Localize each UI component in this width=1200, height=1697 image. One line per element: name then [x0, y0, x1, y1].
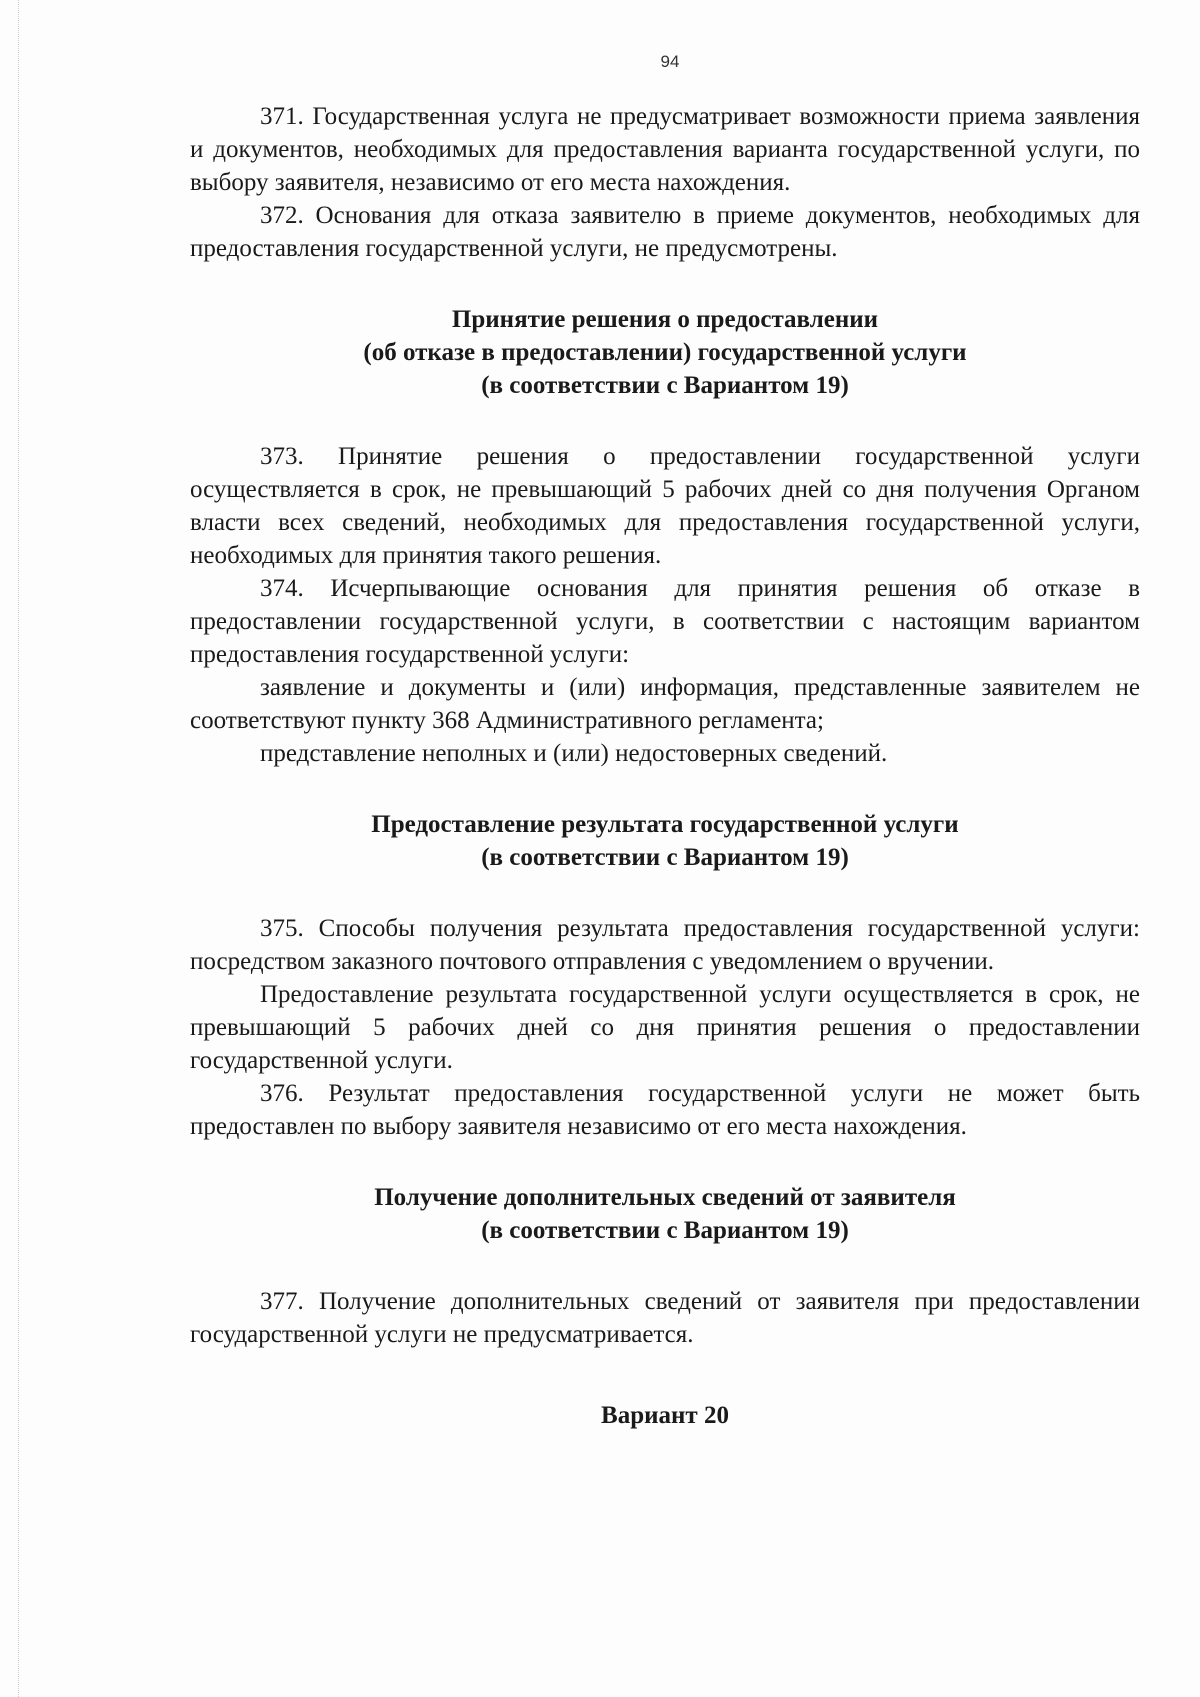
paragraph-375: 375. Способы получения результата предоставления государственной услуги: посредством заказного почтового отправления с уведомлением о вручении.	[190, 915, 1140, 975]
heading-line: (об отказе в предоставлении) государственной услуги	[363, 339, 967, 366]
paragraph-377: 377. Получение дополнительных сведений от заявителя при предоставлении государственной услуги не предусматривается.	[190, 1288, 1140, 1348]
variant-title: Вариант 20	[601, 1402, 729, 1429]
paragraph-372: 372. Основания для отказа заявителю в приеме документов, необходимых для предоставления государственной услуги, не предусмотрены.	[190, 202, 1140, 262]
heading-line: (в соответствии с Вариантом 19)	[481, 844, 849, 871]
heading-line: (в соответствии с Вариантом 19)	[481, 372, 849, 399]
paragraph-374-item-2: представление неполных и (или) недостоверных сведений.	[260, 740, 888, 767]
scan-edge-divider	[18, 0, 19, 1697]
paragraph-374: 374. Исчерпывающие основания для принятия решения об отказе в предоставлении государственной услуги, в соответствии с настоящим вариантом предоставления государственной услуги:	[190, 575, 1140, 668]
paragraph-371: 371. Государственная услуга не предусматривает возможности приема заявления и документов, необходимых для предоставления варианта государственной услуги, по выбору заявителя, независимо от его места нахождения.	[190, 103, 1140, 196]
heading-line: Принятие решения о предоставлении	[451, 306, 879, 333]
section-heading-additional-info	[190, 1181, 1140, 1247]
paragraph-373: 373. Принятие решения о предоставлении государственной услуги осуществляется в срок, не превышающий 5 рабочих дней со дня получения Органом власти всех сведений, необходимых для предоставления государственной услуги, необходимых для принятия такого решения.	[190, 443, 1140, 569]
document-body	[190, 100, 1140, 1432]
section-heading-decision	[190, 303, 1140, 402]
heading-line: Получение дополнительных сведений от заявителя	[374, 1184, 956, 1211]
paragraph-375-cont: Предоставление результата государственной услуги осуществляется в срок, не превышающий 5 рабочих дней со дня принятия решения о предоставлении государственной услуги.	[190, 981, 1140, 1074]
paragraph-374-item-1: заявление и документы и (или) информация, представленные заявителем не соответствуют пункту 368 Административного регламента;	[190, 674, 1140, 734]
heading-line: (в соответствии с Вариантом 19)	[481, 1217, 849, 1244]
page-number: 94	[660, 52, 680, 71]
paragraph-376: 376. Результат предоставления государственной услуги не может быть предоставлен по выбору заявителя независимо от его места нахождения.	[190, 1080, 1140, 1140]
section-heading-result	[190, 808, 1140, 874]
heading-line: Предоставление результата государственной услуги	[371, 811, 959, 838]
